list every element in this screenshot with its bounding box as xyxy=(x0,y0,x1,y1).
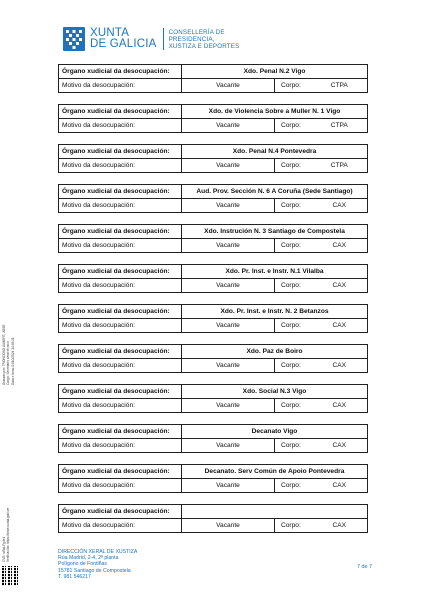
motivo-row xyxy=(59,79,368,93)
motivo-label: Motivo da desocupación: xyxy=(59,479,182,493)
motivo-row xyxy=(59,239,368,253)
corpo-label: Corpo: xyxy=(275,359,312,373)
vacancy-table xyxy=(58,304,368,333)
vacancy-table xyxy=(58,464,368,493)
motivo-value: Vacante xyxy=(182,319,275,333)
organo-value: Xdo. Pr. Inst. e Instr. N.1 Vilalba xyxy=(182,265,368,279)
vacancy-table xyxy=(58,224,368,253)
cve-code: CVE: sf3qLFg4e1 xyxy=(2,536,6,562)
vacancy-table xyxy=(58,424,368,453)
corpo-label: Corpo: xyxy=(275,119,312,133)
signature-signer: Asinado por: TRONCOSO AUBERT, JOSÉ xyxy=(2,324,6,385)
corpo-label: Corpo: xyxy=(275,319,312,333)
organo-label: Órgano xudicial da desocupación: xyxy=(59,225,182,239)
motivo-row xyxy=(59,359,368,373)
organo-row xyxy=(59,385,368,399)
vacancy-entry xyxy=(58,264,367,304)
vacancy-entry xyxy=(58,304,367,344)
organo-value: Xdo. Penal N.2 Vigo xyxy=(182,65,368,79)
vacancy-table xyxy=(58,104,368,133)
page-footer xyxy=(58,549,137,580)
header-divider xyxy=(163,28,164,50)
motivo-label: Motivo da desocupación: xyxy=(59,159,182,173)
organo-label: Órgano xudicial da desocupación: xyxy=(59,505,182,519)
corpo-label: Corpo: xyxy=(275,239,312,253)
vacancy-entry xyxy=(58,424,367,464)
vacancy-table xyxy=(58,504,368,533)
organo-label: Órgano xudicial da desocupación: xyxy=(59,385,182,399)
motivo-label: Motivo da desocupación: xyxy=(59,439,182,453)
department-name: CONSELLERÍA DE PRESIDENCIA, XUSTIZA E DEPORTES xyxy=(168,28,240,50)
motivo-label: Motivo da desocupación: xyxy=(59,79,182,93)
motivo-label: Motivo da desocupación: xyxy=(59,199,182,213)
vacancy-table xyxy=(58,144,368,173)
organo-row xyxy=(59,465,368,479)
corpo-label: Corpo: xyxy=(275,479,312,493)
signature-role: Cargo: Secretario xeral técnico xyxy=(6,341,11,385)
motivo-value: Vacante xyxy=(182,79,275,93)
corpo-value: CAX xyxy=(312,239,368,253)
organo-row xyxy=(59,425,368,439)
vacancy-entry xyxy=(58,224,367,264)
vacancy-entry xyxy=(58,384,367,424)
motivo-label: Motivo da desocupación: xyxy=(59,359,182,373)
vacancy-entry xyxy=(58,504,367,544)
organo-label: Órgano xudicial da desocupación: xyxy=(59,105,182,119)
motivo-row xyxy=(59,119,368,133)
motivo-row xyxy=(59,519,368,533)
motivo-value: Vacante xyxy=(182,359,275,373)
corpo-value: CAX xyxy=(312,199,368,213)
corpo-value: CAX xyxy=(312,279,368,293)
vacancy-table xyxy=(58,184,368,213)
organo-value: Aud. Prov. Sección N. 6 A Coruña (Sede Santiago) xyxy=(182,185,368,199)
corpo-label: Corpo: xyxy=(275,79,312,93)
vacancy-entry xyxy=(58,464,367,504)
motivo-label: Motivo da desocupación: xyxy=(59,519,182,533)
motivo-label: Motivo da desocupación: xyxy=(59,279,182,293)
organo-label: Órgano xudicial da desocupación: xyxy=(59,425,182,439)
corpo-value: CTPA xyxy=(312,159,368,173)
motivo-value: Vacante xyxy=(182,399,275,413)
organo-value: Xdo. de Violencia Sobre a Muller N. 1 Vigo xyxy=(182,105,368,119)
vacancy-table xyxy=(58,384,368,413)
motivo-value: Vacante xyxy=(182,519,275,533)
org-name: XUNTA DE GALICIA xyxy=(90,27,157,50)
footer-office: DIRECCIÓN XERAL DE XUSTIZA xyxy=(58,549,138,555)
motivo-value: Vacante xyxy=(182,439,275,453)
organo-value: Xdo. Penal N.4 Pontevedra xyxy=(182,145,368,159)
page-number: 7 de 7 xyxy=(357,564,372,570)
vacancy-table xyxy=(58,344,368,373)
motivo-label: Motivo da desocupación: xyxy=(59,399,182,413)
footer-city: 15781 Santiago de Compostela xyxy=(58,567,131,574)
organo-row xyxy=(59,265,368,279)
motivo-value: Vacante xyxy=(182,119,275,133)
footer-area: Polígono de Fontiñas xyxy=(58,561,108,568)
vacancy-list xyxy=(58,64,367,544)
corpo-label: Corpo: xyxy=(275,399,312,413)
organo-value: Decanato. Serv Común de Apoio Pontevedra xyxy=(182,465,368,479)
corpo-value: CAX xyxy=(312,479,368,493)
corpo-label: Corpo: xyxy=(275,279,312,293)
corpo-label: Corpo: xyxy=(275,519,312,533)
organo-label: Órgano xudicial da desocupación: xyxy=(59,65,182,79)
vacancy-entry xyxy=(58,144,367,184)
motivo-row xyxy=(59,439,368,453)
qr-code-icon xyxy=(2,566,20,586)
signature-stamp xyxy=(2,295,30,385)
corpo-value: CTPA xyxy=(312,79,368,93)
organo-row xyxy=(59,305,368,319)
organo-value: Xdo. Social N.3 Vigo xyxy=(182,385,368,399)
motivo-value: Vacante xyxy=(182,479,275,493)
motivo-row xyxy=(59,159,368,173)
corpo-value: CAX xyxy=(312,399,368,413)
organo-label: Órgano xudicial da desocupación: xyxy=(59,265,182,279)
corpo-value: CAX xyxy=(312,359,368,373)
organo-row xyxy=(59,105,368,119)
organo-value xyxy=(182,505,368,519)
corpo-label: Corpo: xyxy=(275,159,312,173)
motivo-value: Vacante xyxy=(182,159,275,173)
xunta-logo-icon xyxy=(63,27,85,51)
organo-row xyxy=(59,145,368,159)
motivo-row xyxy=(59,399,368,413)
organo-value: Decanato Vigo xyxy=(182,425,368,439)
motivo-label: Motivo da desocupación: xyxy=(59,239,182,253)
vacancy-entry xyxy=(58,104,367,144)
organo-label: Órgano xudicial da desocupación: xyxy=(59,185,182,199)
vacancy-entry xyxy=(58,64,367,104)
motivo-value: Vacante xyxy=(182,279,275,293)
corpo-value: CAX xyxy=(312,439,368,453)
organo-row xyxy=(59,65,368,79)
organo-value: Xdo. Instrución N. 3 Santiago de Compostela xyxy=(182,225,368,239)
corpo-label: Corpo: xyxy=(275,199,312,213)
motivo-row xyxy=(59,279,368,293)
motivo-row xyxy=(59,479,368,493)
motivo-value: Vacante xyxy=(182,239,275,253)
page-header xyxy=(63,26,239,52)
cve-url: Verificación: https://sede.xunta.gal/cve xyxy=(6,507,11,562)
organo-label: Órgano xudicial da desocupación: xyxy=(59,465,182,479)
signature-date: Data e hora: 04/10/2024 14:45:21 xyxy=(10,337,15,385)
organo-label: Órgano xudicial da desocupación: xyxy=(59,145,182,159)
motivo-value: Vacante xyxy=(182,199,275,213)
corpo-label: Corpo: xyxy=(275,439,312,453)
vacancy-table xyxy=(58,64,368,93)
verification-code xyxy=(2,490,22,562)
footer-phone: T. 981 546217 xyxy=(58,573,91,580)
motivo-row xyxy=(59,199,368,213)
vacancy-table xyxy=(58,264,368,293)
corpo-value: CAX xyxy=(312,519,368,533)
motivo-row xyxy=(59,319,368,333)
organo-label: Órgano xudicial da desocupación: xyxy=(59,345,182,359)
organo-value: Xdo. Paz de Boiro xyxy=(182,345,368,359)
organo-row xyxy=(59,225,368,239)
vacancy-entry xyxy=(58,344,367,384)
footer-street: Rúa Madrid, 2-4, 2ª planta xyxy=(58,555,119,562)
organo-row xyxy=(59,185,368,199)
corpo-value: CAX xyxy=(312,319,368,333)
organo-label: Órgano xudicial da desocupación: xyxy=(59,305,182,319)
corpo-value: CTPA xyxy=(312,119,368,133)
motivo-label: Motivo da desocupación: xyxy=(59,119,182,133)
organo-row xyxy=(59,345,368,359)
motivo-label: Motivo da desocupación: xyxy=(59,319,182,333)
vacancy-entry xyxy=(58,184,367,224)
organo-value: Xdo. Pr. Inst. e Instr. N. 2 Betanzos xyxy=(182,305,368,319)
organo-row xyxy=(59,505,368,519)
